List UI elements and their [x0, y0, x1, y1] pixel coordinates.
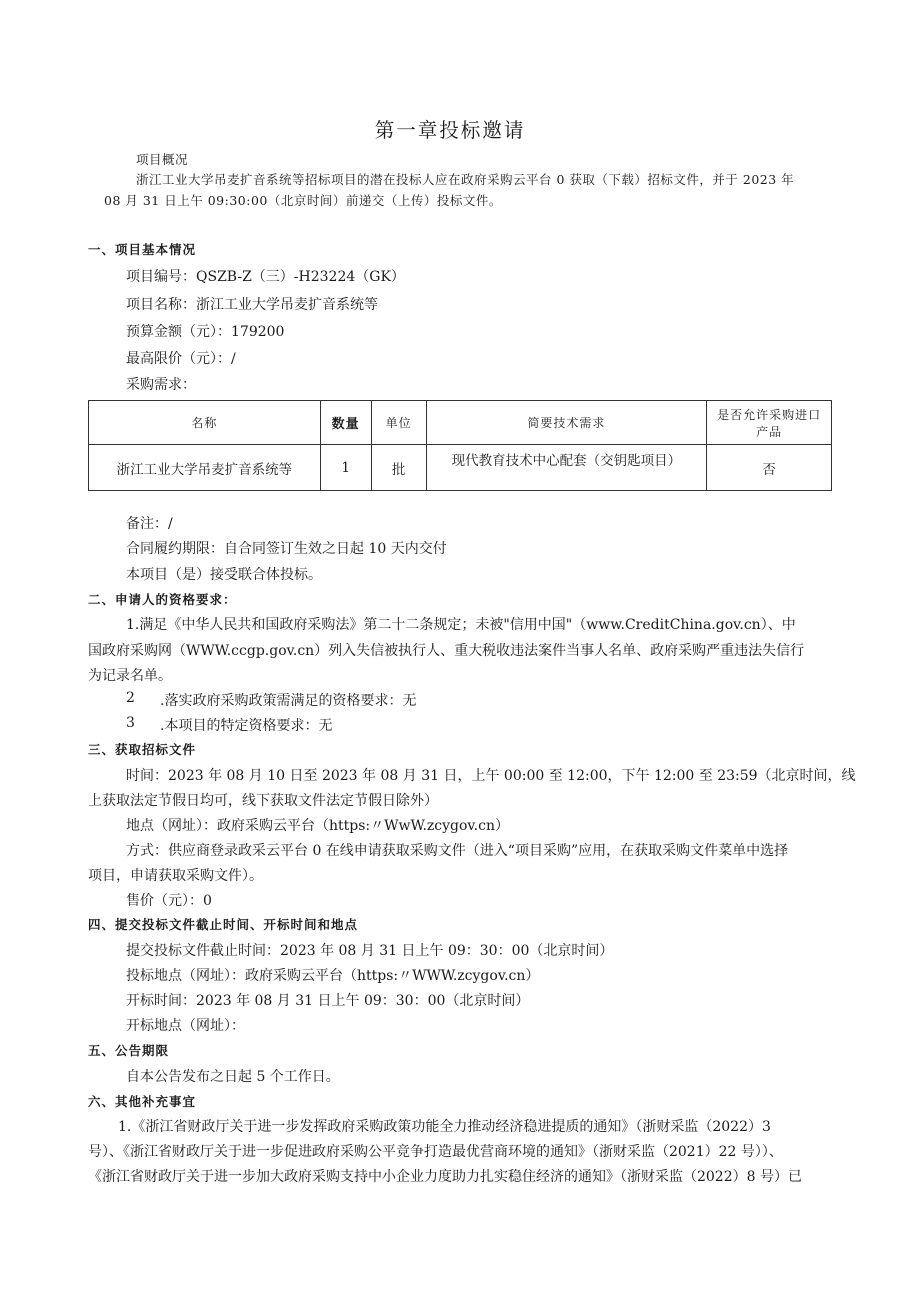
- remark: 备注：/: [126, 516, 173, 532]
- qualification-2-number: 2: [126, 690, 135, 706]
- requirement-table: [88, 400, 832, 491]
- qualification-1-line-3: 为记录名单。: [88, 668, 172, 684]
- cell-tech-requirement: 现代教育技术中心配套（交钥匙项目）: [426, 445, 707, 491]
- supplementary-line-3: 《浙江省财政厅关于进一步加大政府采购支持中小企业力度助力扎实稳住经济的通知》（浙财采监（2022）8 号）已: [88, 1169, 802, 1185]
- supplementary-line-2: 号）、《浙江省财政厅关于进一步促进政府采购公平竞争打造最优营商环境的通知》（浙财采监（2021）22 号））、: [88, 1144, 783, 1160]
- section-3-heading: 三、获取招标文件: [88, 742, 197, 757]
- qualification-3-text: .本项目的特定资格要求：无: [160, 718, 333, 734]
- overview-line-1: 浙江工业大学吊麦扩音系统等招标项目的潜在投标人应在政府采购云平台 0 获取（下载）招标文件，并于 2023 年: [136, 172, 795, 187]
- qualification-2-text: .落实政府采购政策需满足的资格要求：无: [160, 693, 417, 709]
- overview-line-2: 08 月 31 日上午 09:30:00（北京时间）前递交（上传）投标文件。: [104, 193, 502, 208]
- obtain-time-line-1: 时间：2023 年 08 月 10 日至 2023 年 08 月 31 日，上午 00:00 至 12:00，下午 12:00 至 23:59（北京时间，线: [126, 768, 856, 784]
- consortium-note: 本项目（是）接受联合体投标。: [126, 567, 322, 583]
- page-title: 第一章投标邀请: [374, 118, 526, 142]
- submission-location: 投标地点（网址）：政府采购云平台（https:〃WWW.zcygov.cn）: [126, 968, 540, 984]
- requirement-label: 采购需求：: [126, 377, 196, 393]
- header-quantity: 数量: [320, 401, 371, 445]
- max-price: 最高限价（元）：/: [126, 351, 236, 367]
- section-4-heading: 四、提交投标文件截止时间、开标时间和地点: [88, 917, 359, 932]
- table-row: [89, 445, 832, 491]
- obtain-location: 地点（网址）：政府采购云平台（https:〃WwW.zcygov.cn）: [126, 818, 509, 834]
- header-tech-requirement: 简要技术需求: [426, 401, 707, 445]
- overview-heading: 项目概况: [136, 152, 189, 167]
- section-2-heading: 二、申请人的资格要求：: [88, 592, 237, 607]
- header-import-allowed-line-2: 产品: [756, 424, 783, 439]
- qualification-1-line-2: 国政府采购网（WWW.ccgp.gov.cn）列入失信被执行人、重大税收违法案件当事人名单、政府采购严重违法失信行: [88, 643, 805, 659]
- section-1-heading: 一、项目基本情况: [88, 242, 197, 257]
- cell-unit: 批: [371, 445, 426, 491]
- contract-period: 合同履约期限：自合同签订生效之日起 10 天内交付: [126, 541, 447, 557]
- cell-import-allowed: 否: [707, 445, 832, 491]
- budget-amount: 预算金额（元）：179200: [126, 324, 285, 340]
- document-price: 售价（元）：0: [126, 893, 212, 909]
- header-unit: 单位: [371, 401, 426, 445]
- cell-name: 浙江工业大学吊麦扩音系统等: [89, 445, 321, 491]
- submission-deadline: 提交投标文件截止时间：2023 年 08 月 31 日上午 09：30：00（北京时间）: [126, 943, 614, 959]
- qualification-1-line-1: 1.满足《中华人民共和国政府采购法》第二十二条规定；未被"信用中国"（www.CreditChina.gov.cn）、中: [126, 617, 796, 633]
- header-import-allowed: [707, 401, 832, 445]
- opening-location: 开标地点（网址）：: [126, 1018, 245, 1034]
- announcement-period: 自本公告发布之日起 5 个工作日。: [126, 1069, 340, 1085]
- obtain-method-line-2: 项目，申请获取采购文件）。: [88, 868, 263, 884]
- table-header-row: [89, 401, 832, 445]
- project-number: 项目编号：QSZB-Z（三）-H23224（GK）: [126, 269, 405, 285]
- supplementary-line-1: 1.《浙江省财政厅关于进一步发挥政府采购政策功能全力推动经济稳进提质的通知》（浙财采监（2022）3: [118, 1119, 771, 1135]
- cell-quantity: 1: [320, 445, 371, 491]
- section-5-heading: 五、公告期限: [88, 1043, 170, 1058]
- obtain-method-line-1: 方式：供应商登录政采云平台 0 在线申请获取采购文件（进入“项目采购”应用，在获取采购文件菜单中选择: [126, 843, 789, 859]
- section-6-heading: 六、其他补充事宜: [88, 1094, 197, 1109]
- header-import-allowed-line-1: 是否允许采购进口: [717, 407, 822, 422]
- project-name: 项目名称：浙江工业大学吊麦扩音系统等: [126, 297, 378, 313]
- opening-time: 开标时间：2023 年 08 月 31 日上午 09：30：00（北京时间）: [126, 993, 530, 1009]
- qualification-3-number: 3: [126, 715, 135, 731]
- header-name: 名称: [89, 401, 321, 445]
- obtain-time-line-2: 上获取法定节假日均可，线下获取文件法定节假日除外）: [88, 793, 438, 809]
